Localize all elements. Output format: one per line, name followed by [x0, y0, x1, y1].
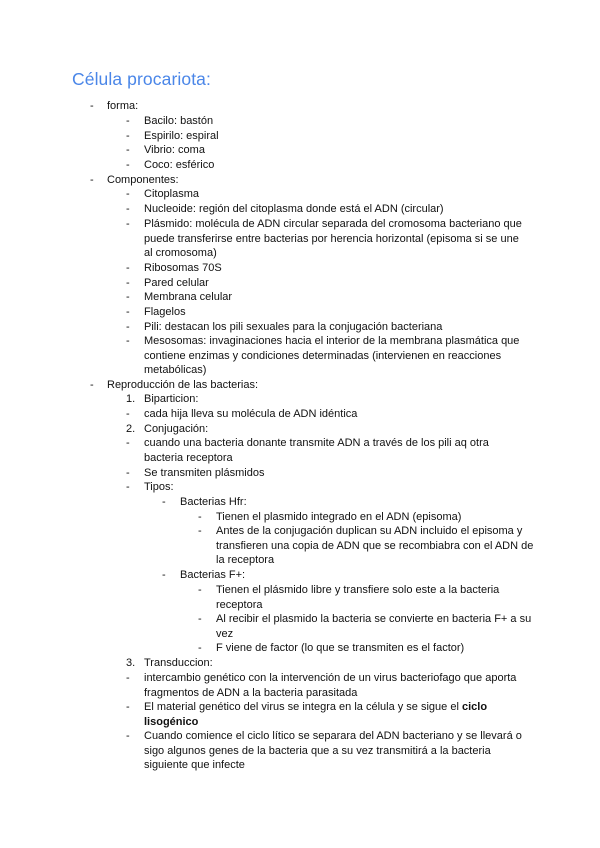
list-item: Pili: destacan los pili sexuales para la conjugación bacteriana	[144, 321, 443, 333]
list-item: Bacilo: bastón	[144, 115, 214, 127]
bullet: -	[126, 291, 130, 303]
bullet: -	[162, 569, 166, 581]
subsection-label: Conjugación:	[144, 423, 209, 435]
list-item	[144, 700, 530, 729]
list-item: Bacterias F+:	[180, 569, 246, 581]
bullet: -	[126, 321, 130, 333]
list-item: Mesosomas: invaginaciones hacia el interior de la membrana plasmática que contiene enzimas y condiciones determinadas (intervienen en reacciones metabólicas)	[144, 335, 520, 377]
bullet: -	[126, 115, 130, 127]
list-item: F viene de factor (lo que se transmiten es el factor)	[216, 642, 465, 654]
list-item: Citoplasma	[144, 188, 200, 200]
list-item: Membrana celular	[144, 291, 233, 303]
list-item: intercambio genético con la intervención de un virus bacteriofago que aporta fragmentos de ADN a la bacteria parasitada	[144, 672, 517, 699]
subsection-label: Transduccion:	[144, 657, 213, 669]
list-number: 3.	[126, 657, 136, 669]
bullet: -	[126, 277, 130, 289]
bullet: -	[126, 481, 130, 493]
list-number: 2.	[126, 423, 136, 435]
bullet: -	[90, 379, 94, 391]
bullet: -	[126, 218, 130, 230]
bullet: -	[162, 496, 166, 508]
list-item: cuando una bacteria donante transmite ADN a través de los pili aq otra bacteria receptora	[144, 437, 489, 464]
list-item: Antes de la conjugación duplican su ADN incluido el episoma y transfieren una copia de ADN que se recombiabra con el ADN de la receptora	[216, 525, 534, 567]
list-item: Bacterias Hfr:	[180, 496, 247, 508]
bullet: -	[126, 159, 130, 171]
bullet: -	[126, 262, 130, 274]
list-item: Nucleoide: región del citoplasma donde está el ADN (circular)	[144, 203, 444, 215]
bullet: -	[126, 672, 130, 684]
section-componentes-label: Componentes:	[107, 174, 179, 186]
list-item: Vibrio: coma	[144, 144, 205, 156]
bullet: -	[126, 203, 130, 215]
list-item: Pared celular	[144, 277, 209, 289]
bullet: -	[90, 100, 94, 112]
bold-term: ciclo lisogénico	[144, 701, 488, 728]
bullet: -	[126, 408, 130, 420]
list-item: Cuando comience el ciclo lítico se separara del ADN bacteriano y se llevará o sigo algunos genes de la bacteria que a su vez transmitirá a la bacteria siguiente que infecte	[144, 730, 522, 772]
bullet: -	[126, 188, 130, 200]
list-item: Tienen el plasmido integrado en el ADN (episoma)	[216, 511, 462, 523]
list-item: Tipos:	[144, 481, 174, 493]
list-item: Se transmiten plásmidos	[144, 467, 265, 479]
bullet: -	[198, 584, 202, 596]
bullet: -	[126, 306, 130, 318]
list-item-text: El material genético del virus se integra en la célula y se sigue el	[144, 701, 459, 713]
bullet: -	[126, 467, 130, 479]
section-forma-label: forma:	[107, 100, 139, 112]
list-item: Plásmido: molécula de ADN circular separada del cromosoma bacteriano que puede transferirse entre bacterias por herencia horizontal (episoma si se une al cromosoma)	[144, 218, 522, 260]
list-item: Al recibir el plasmido la bacteria se convierte en bacteria F+ a su vez	[216, 613, 532, 640]
bullet: -	[90, 174, 94, 186]
bullet: -	[126, 701, 130, 713]
bullet: -	[198, 613, 202, 625]
list-item: Flagelos	[144, 306, 186, 318]
page-title: Célula procariota:	[72, 69, 211, 89]
bullet: -	[198, 642, 202, 654]
bullet: -	[126, 144, 130, 156]
subsection-label: Biparticion:	[144, 393, 199, 405]
bullet: -	[126, 130, 130, 142]
section-reproduccion-label: Reproducción de las bacterias:	[107, 379, 259, 391]
list-item: Ribosomas 70S	[144, 262, 222, 274]
list-item: Coco: esférico	[144, 159, 215, 171]
list-item: cada hija lleva su molécula de ADN idéntica	[144, 408, 358, 420]
bullet: -	[198, 511, 202, 523]
list-item: Tienen el plásmido libre y transfiere solo este a la bacteria receptora	[216, 584, 500, 611]
bullet: -	[126, 730, 130, 742]
list-item: Espirilo: espiral	[144, 130, 219, 142]
list-number: 1.	[126, 393, 136, 405]
bullet: -	[126, 335, 130, 347]
bullet: -	[126, 437, 130, 449]
bullet: -	[198, 525, 202, 537]
